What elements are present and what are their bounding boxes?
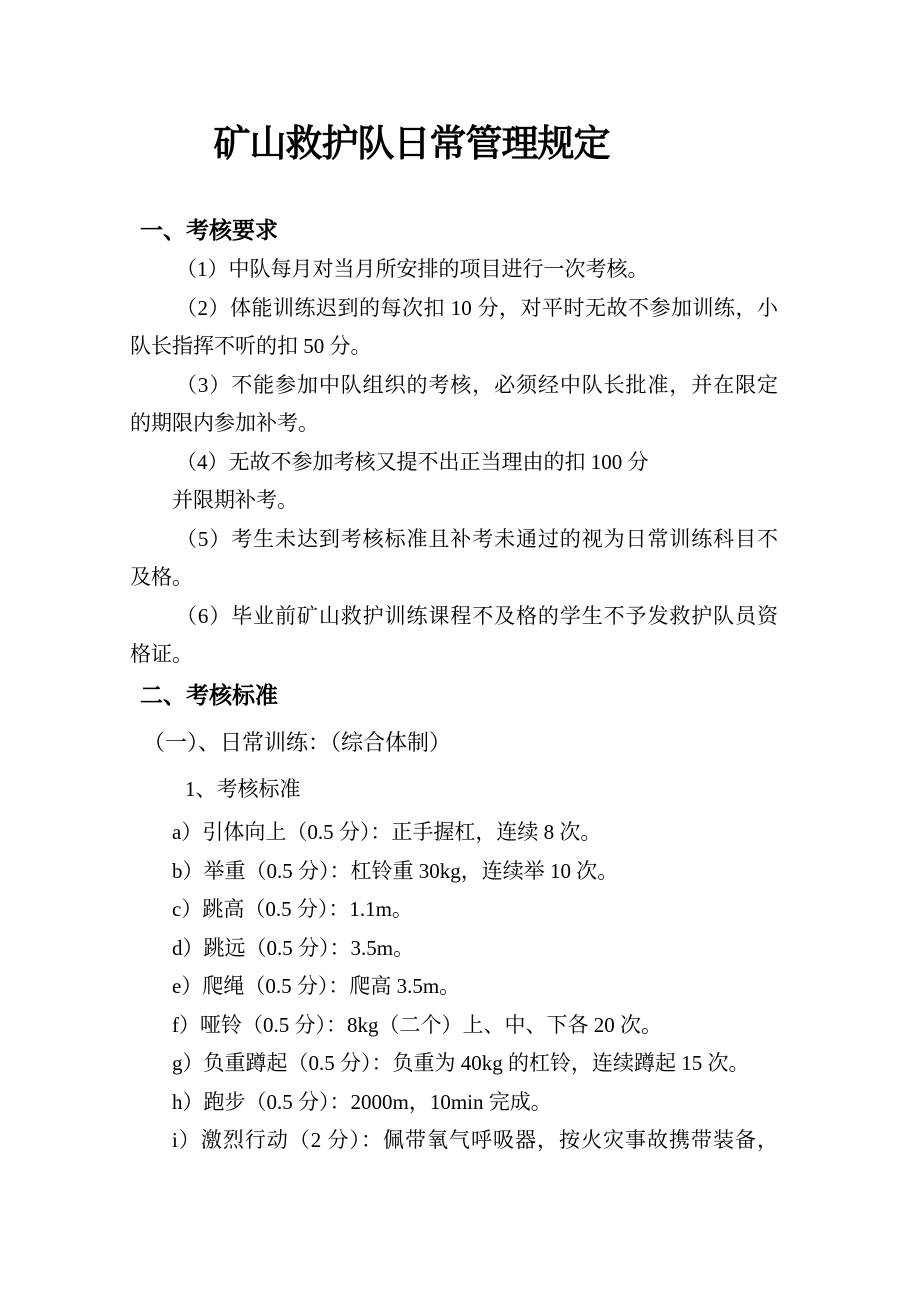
body-line-7: 并限期补考。 (172, 488, 298, 512)
list-item-c: c）跳高（0.5 分）：1.1m。 (172, 897, 413, 921)
standards-list (130, 813, 778, 1160)
body-line-4: （3）不能参加中队组织的考核，必须经中队长批准，并在限定 (176, 372, 778, 397)
body-line-2: （2）体能训练迟到的每次扣 10 分，对平时无故不参加训练，小 (176, 295, 778, 320)
list-item-g: g）负重蹲起（0.5 分）：负重为 40kg 的杠铃，连续蹲起 15 次。 (172, 1051, 750, 1075)
list-item-e: e）爬绳（0.5 分）：爬高 3.5m。 (172, 974, 461, 998)
body-line-1: （1）中队每月对当月所安排的项目进行一次考核。 (176, 257, 649, 281)
list-item-a: a）引体向上（0.5 分）：正手握杠，连续 8 次。 (172, 820, 602, 844)
body-line-8: （5）考生未达到考核标准且补考未通过的视为日常训练科目不 (176, 526, 778, 551)
body-line-5: 的期限内参加补考。 (130, 411, 319, 435)
list-item-i: i）激烈行动（2 分）：佩带氧气呼吸器，按火灾事故携带装备， (172, 1128, 778, 1152)
document-title: 矿山救护队日常管理规定 (213, 124, 610, 165)
list-item-b: b）举重（0.5 分）：杠铃重 30kg，连续举 10 次。 (172, 858, 619, 883)
body-line-3: 队长指挥不听的扣 50 分。 (130, 334, 372, 358)
section-1-heading: 一、考核要求 (140, 217, 278, 243)
list-heading: 1、考核标准 (185, 776, 301, 801)
body-line-6: （4）无故不参加考核又提不出正当理由的扣 100 分 (176, 449, 649, 474)
list-item-d: d）跳远（0.5 分）：3.5m。 (172, 935, 415, 960)
list-item-h: h）跑步（0.5 分）：2000m，10min 完成。 (172, 1089, 552, 1114)
section-1-body (130, 250, 778, 674)
subsection-heading: （一）、日常训练：（综合体制） (143, 729, 452, 755)
body-line-11: 格证。 (130, 642, 193, 666)
list-item-f: f）哑铃（0.5 分）：8kg（二个）上、中、下各 20 次。 (172, 1012, 662, 1037)
body-line-9: 及格。 (130, 565, 193, 589)
section-2-heading: 二、考核标准 (140, 681, 278, 708)
body-line-10: （6）毕业前矿山救护训练课程不及格的学生不予发救护队员资 (176, 603, 778, 628)
